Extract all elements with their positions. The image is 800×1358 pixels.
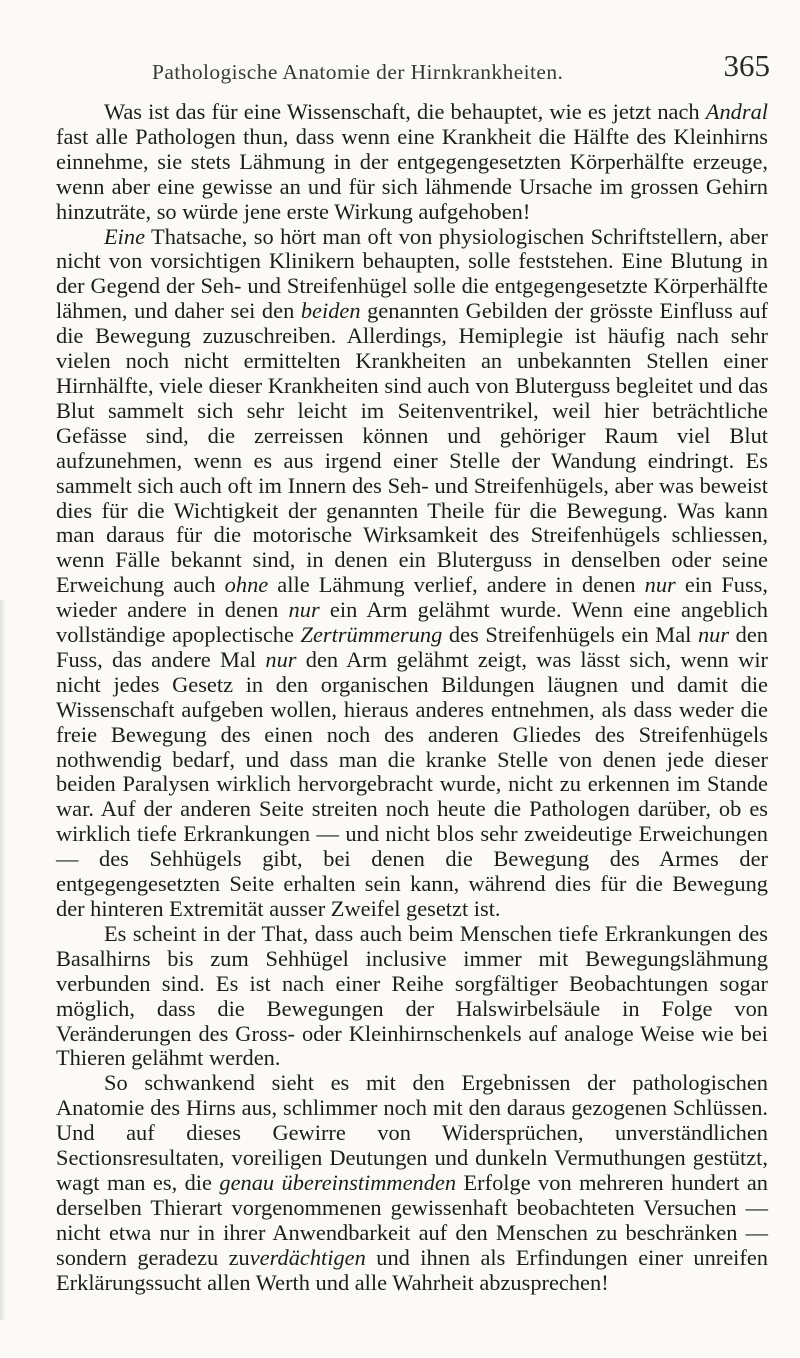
text-run: Es scheint in der That, dass auch beim Menschen tiefe Erkrankungen des Basalhirns bis zum Sehhügel inclusive immer mit Bewegungslähmung verbunden sind. Es ist nach einer Reihe sorgfältiger Beobachtungen sogar möglich, dass die Bewegungen der Halswirbelsäule in Folge von Veränderungen des Gross- oder Kleinhirnschenkels auf analoge Weise wie bei Thieren gelähmt werden. bbox=[56, 920, 768, 1071]
emphasis-text: nur bbox=[697, 622, 730, 648]
text-run: ein Arm gelähmt wurde. Wenn eine angeblich vollständige apoplectische bbox=[56, 597, 768, 648]
page-header bbox=[152, 48, 770, 84]
text-run: den Fuss, das andere Mal bbox=[56, 622, 768, 672]
text-run: des Streifenhügels ein Mal bbox=[442, 622, 698, 648]
text-run: alle Lähmung verlief, andere in denen bbox=[268, 572, 645, 598]
text-run: ein Fuss, wieder andere in denen bbox=[56, 572, 768, 623]
paragraph-2 bbox=[56, 225, 768, 922]
emphasis-text: nur bbox=[265, 646, 297, 672]
body-text bbox=[56, 100, 768, 1296]
text-run: und ihnen als Erfindungen einer unreifen Erklärungssucht allen Werth und alle Wahrheit abzusprechen! bbox=[56, 1244, 768, 1295]
emphasis-text: beiden bbox=[300, 298, 361, 324]
emphasis-text: nur bbox=[288, 597, 320, 623]
paragraph-3 bbox=[56, 922, 768, 1071]
text-run: Thatsache, so hört man oft von physiologischen Schriftstellern, aber nicht von vorsichtigen Klinikern behaupten, solle feststehen. Eine Blutung in der Gegend der Seh- und Streifenhügel solle die entgegengesetzte Körperhälfte lähmen, und daher sei den bbox=[56, 223, 768, 324]
running-title: Pathologische Anatomie der Hirnkrankheiten. bbox=[152, 60, 564, 84]
emphasis-text: verdächtigen bbox=[249, 1244, 366, 1270]
page-edge-shadow bbox=[0, 600, 6, 1320]
text-run: Was ist das für eine Wissenschaft, die behauptet, wie es jetzt nach bbox=[104, 99, 706, 124]
emphasis-text: Zertrümmerung bbox=[300, 622, 443, 648]
text-run: fast alle Pathologen thun, dass wenn eine Krankheit die Hälfte des Kleinhirns einnehme, sie stets Lähmung in der entgegengesetzten Körperhälfte erzeuge, wenn aber eine gewisse an und für sich lähmende Ursache im grossen Gehirn hinzuträte, so würde jene erste Wirkung aufgehoben! bbox=[56, 123, 768, 224]
emphasis-text: genau übereinstimmenden bbox=[219, 1169, 457, 1195]
text-run: den Arm gelähmt zeigt, was lässt sich, wenn wir nicht jedes Gesetz in den organischen Bildungen läugnen und damit die Wissenschaft aufgeben wollen, hieraus anderes entnehmen, als dass weder die freie Bewegung des einen noch des anderen Gliedes des Streifenhügels nothwendig bedarf, und dass man die kranke Stelle von denen jede dieser beiden Paralysen wirklich hervorgebracht wurde, nicht zu erkennen im Stande war. Auf der anderen Seite streiten noch heute die Pathologen darüber, ob es wirklich tiefe Erkrankungen — und nicht blos sehr zweideutige Erweichungen — des Sehhügels gibt, bei denen die Bewegung des Armes der entgegengesetzten Seite erhalten sein kann, während dies für die Bewegung der hinteren Extremität ausser Zweifel gesetzt ist. bbox=[56, 646, 769, 921]
page-number: 365 bbox=[723, 48, 770, 83]
emphasis-text: nur bbox=[644, 572, 676, 598]
paragraph-4 bbox=[56, 1071, 768, 1295]
emphasis-text: ohne bbox=[224, 572, 269, 598]
text-run: genannten Gebilden der grösste Einfluss auf die Bewegung zuzuschreiben. Allerdings, Hemiplegie ist häufig nach sehr vielen noch nicht ermittelten Krankheiten an unbekannten Stellen einer Hirnhälfte, viele dieser Krankheiten sind auch von Bluterguss begleitet und das Blut sammelt sich sehr leicht im Seitenventrikel, weil hier beträchtliche Gefässe sind, die zerreissen können und gehöriger Raum viel Blut aufzunehmen, wenn es aus irgend einer Stelle der Wandung eindringt. Es sammelt sich auch oft im Innern des Seh- und Streifenhügels, aber was beweist dies für die Wichtigkeit der genannten Theile für die Bewegung. Was kann man daraus für die motorische Wirksamkeit des Streifenhügels schliessen, wenn Fälle bekannt sind, in denen ein Bluterguss in denselben oder seine Erweichung auch bbox=[56, 298, 769, 598]
emphasis-text: Andral bbox=[705, 99, 768, 124]
emphasis-text: Eine bbox=[104, 223, 146, 249]
paragraph-1 bbox=[56, 100, 768, 225]
text-run: So schwankend sieht es mit den Ergebnissen der pathologischen Anatomie des Hirns aus, schlimmer noch mit den daraus gezogenen Schlüssen. Und auf dieses Gewirre von Widersprüchen, unverständlichen Sectionsresultaten, voreiligen Deutungen und dunkeln Vermuthungen gestützt, wagt man es, die bbox=[56, 1070, 768, 1195]
text-run: Erfolge von mehreren hundert an derselben Thierart vorgenommenen gewissenhaft beobachteten Versuchen — nicht etwa nur in ihrer Anwendbarkeit auf den Menschen zu beschränken — sondern geradezu zu bbox=[56, 1169, 768, 1270]
